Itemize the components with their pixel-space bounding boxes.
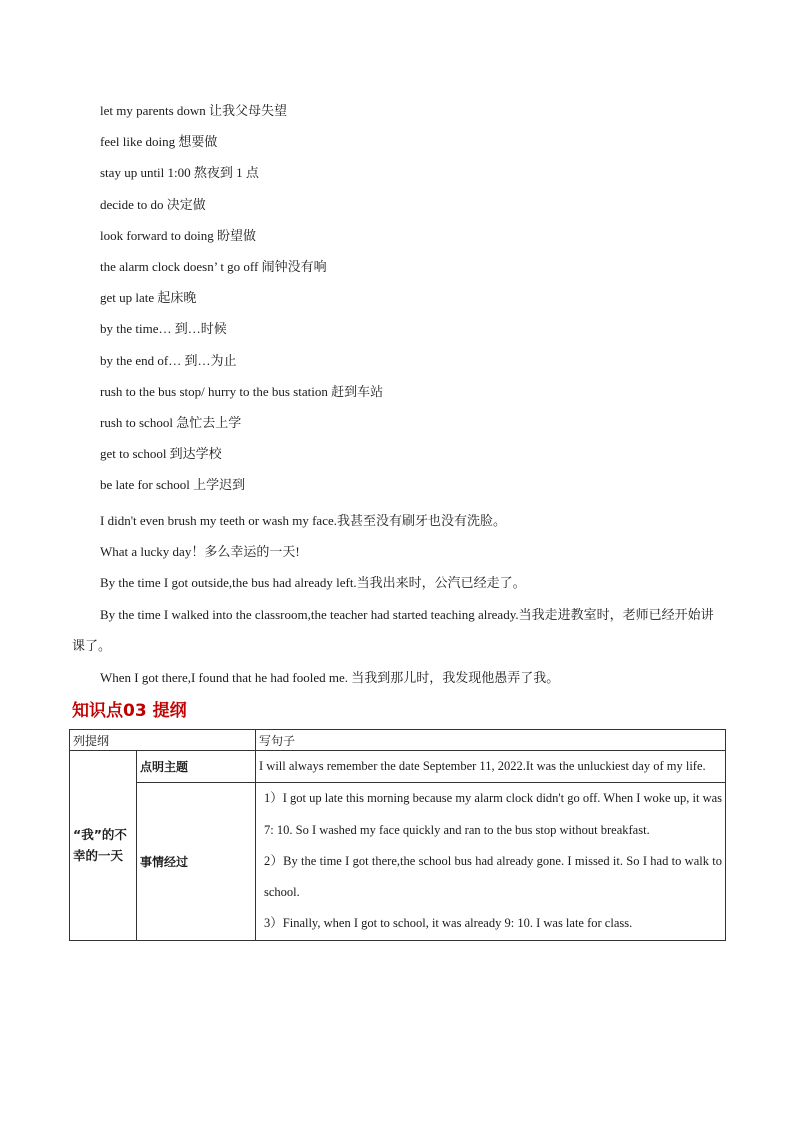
phrase-item: the alarm clock doesn’ t go off 闹钟没有响 (100, 258, 327, 274)
table-row (70, 783, 726, 940)
table-row (70, 751, 726, 783)
phrase-item: get up late 起床晚 (100, 290, 197, 306)
phrase-item: be late for school 上学迟到 (100, 477, 246, 493)
header-sentences: 写句子 (256, 730, 726, 751)
phrase-item: look forward to doing 盼望做 (100, 227, 256, 243)
row-line: I will always remember the date September 11, 2022.It was the unluckiest day of my life. (259, 759, 706, 773)
row-line: 2）By the time I got there,the school bus had already gone. I missed it. So I had to walk to school. (264, 853, 723, 900)
group-label: “我”的不幸的一天 (70, 751, 137, 941)
sentence-item: When I got there,I found that he had fooled me. 当我到那儿时，我发现他愚弄了我。 (100, 669, 560, 685)
row-content (256, 783, 726, 940)
phrase-list (100, 99, 740, 504)
phrase-item: let my parents down 让我父母失望 (100, 103, 288, 118)
row-label: 事情经过 (137, 783, 256, 940)
phrase-item: by the end of… 到…为止 (100, 352, 237, 368)
section-title: 知识点03 提纲 (72, 701, 187, 721)
phrase-item: decide to do 决定做 (100, 196, 206, 212)
row-content (256, 751, 726, 783)
phrase-item: by the time… 到…时候 (100, 321, 227, 337)
header-outline: 列提纲 (70, 730, 256, 751)
example-sentences (72, 505, 726, 693)
row-line: 1）I got up late this morning because my alarm clock didn't go off. When I woke up, it was 7: 10. So I washed my face quickly and ran to the bus stop without breakfast. (264, 791, 723, 837)
sentence-item: By the time I walked into the classroom,the teacher had started teaching already.当我走进教室时，老师已经开始讲课了。 (72, 606, 714, 654)
row-line: 3）Finally, when I got to school, it was already 9: 10. I was late for class. (264, 916, 633, 931)
sentence-item: What a lucky day！多么幸运的一天! (100, 544, 300, 560)
phrase-item: stay up until 1:00 熬夜到 1 点 (100, 165, 259, 181)
outline-table (69, 729, 726, 941)
phrase-item: get to school 到达学校 (100, 446, 222, 462)
table-header-row (70, 730, 726, 751)
phrase-item: rush to the bus stop/ hurry to the bus station 赶到车站 (100, 383, 384, 399)
phrase-item: feel like doing 想要做 (100, 134, 218, 150)
row-label: 点明主题 (137, 751, 256, 783)
sentence-item: I didn't even brush my teeth or wash my face.我甚至没有刷牙也没有洗脸。 (100, 513, 506, 528)
phrase-item: rush to school 急忙去上学 (100, 414, 242, 430)
sentence-item: By the time I got outside,the bus had already left.当我出来时，公汽已经走了。 (100, 575, 526, 591)
